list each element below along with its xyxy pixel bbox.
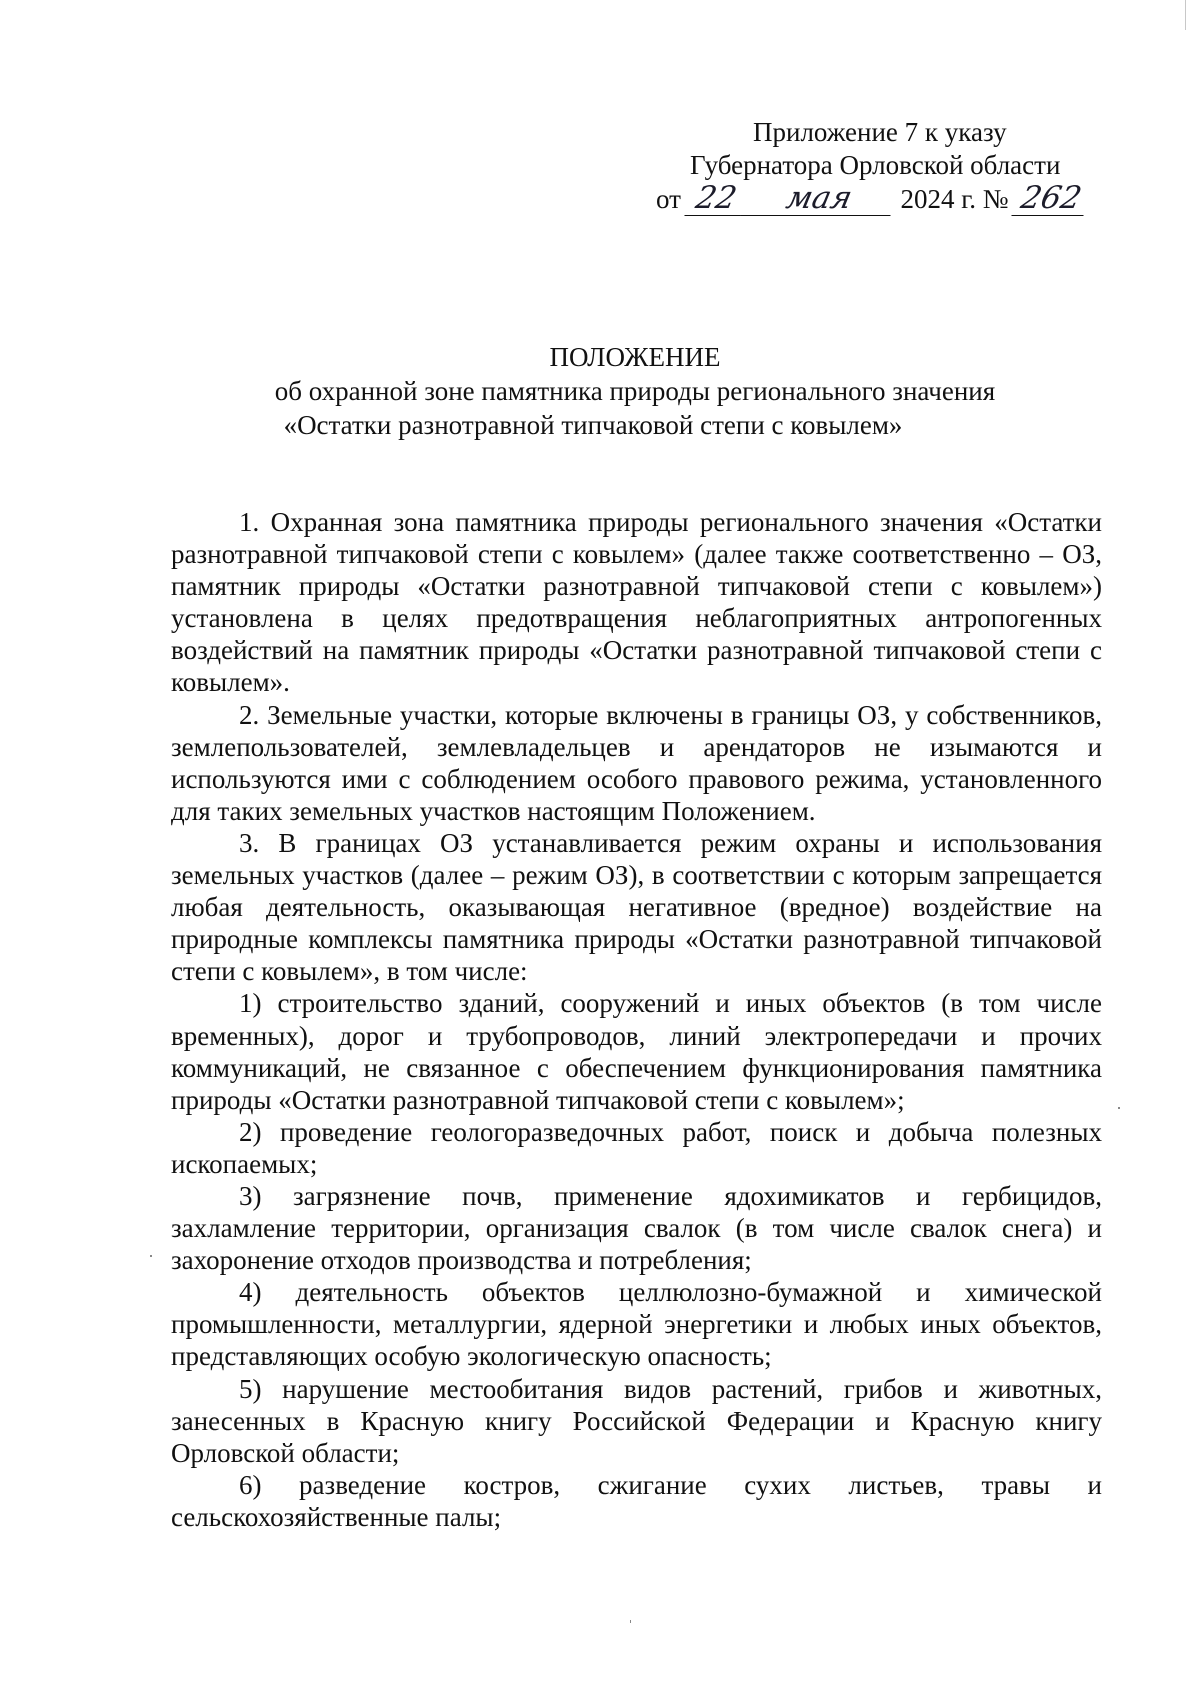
page-edge-line [1185,0,1186,30]
list-item-3: 3) загрязнение почв, применение ядохимикатов и гербицидов, захламление территории, организация свалок (в том числе свалок снега) и захоронение отходов производства и потребления; [171,1180,1102,1276]
title-subtitle-line1: об охранной зоне памятника природы регионального значения [274,376,996,406]
scan-speck [150,1255,152,1257]
list-item-4: 4) деятельность объектов целлюлозно-бумажной и химической промышленности, металлургии, ядерной энергетики и любых иных объектов, представляющих особую экологическую опасность; [171,1277,1102,1372]
list-item-1: 1) строительство зданий, сооружений и иных объектов (в том числе временных), дорог и трубопроводов, линий электропередачи и прочих коммуникаций, не связанное с обеспечением функционирования памятника природы «Остатки разнотравной типчаковой степи с ковылем»; [171,988,1102,1115]
list-item-6: 6) разведение костров, сжигание сухих листьев, травы и сельскохозяйственные палы; [171,1469,1102,1532]
document-title [170,340,1100,442]
date-prefix: от [656,184,681,214]
handwritten-day: 22 [684,182,747,216]
paragraph-1: 1. Охранная зона памятника природы регионального значения «Остатки разнотравной типчаковой степи с ковылем» (далее также соответственно – ОЗ, памятник природы «Остатки разнотравной типчаковой степи с ковылем») установлена в целях предотвращения неблагоприятных антропогенных воздействий на памятник природы «Остатки разнотравной типчаковой степи с ковылем». [171,507,1102,698]
scan-speck [630,1620,631,1623]
date-year: 2024 г. № [900,184,1009,214]
handwritten-doc-number: 262 [1012,182,1091,216]
appendix-line: Приложение 7 к указу [753,117,1007,147]
list-item-2: 2) проведение геологоразведочных работ, поиск и добыча полезных ископаемых; [171,1116,1102,1179]
document-body [171,506,1102,1533]
paragraph-3: 3. В границах ОЗ устанавливается режим охраны и использования земельных участков (далее – режим ОЗ), в соответствии с которым запрещается любая деятельность, оказывающая негативное (вредное) воздействие на природные комплексы памятника природы «Остатки разнотравной типчаковой степи с ковылем», в том числе: [171,827,1102,987]
decree-date-line [640,182,1120,216]
list-item-5: 5) нарушение местообитания видов растений, грибов и животных, занесенных в Красную книгу Российской Федерации и Красную книгу Орловской области; [171,1373,1102,1468]
governor-decree-line: Губернатора Орловской области [690,150,1061,180]
paragraph-2: 2. Земельные участки, которые включены в границы ОЗ, у собственников, землепользователей, землевладельцев и арендаторов не изымаются и используются ими с соблюдением особого правового режима, установленного для таких земельных участков настоящим Положением. [171,699,1102,826]
appendix-header [640,116,1120,216]
title-heading: ПОЛОЖЕНИЕ [549,342,721,372]
scan-speck [1118,1107,1120,1109]
title-subtitle-line2: «Остатки разнотравной типчаковой степи с ковылем» [283,410,903,440]
handwritten-month: мая [740,182,897,216]
